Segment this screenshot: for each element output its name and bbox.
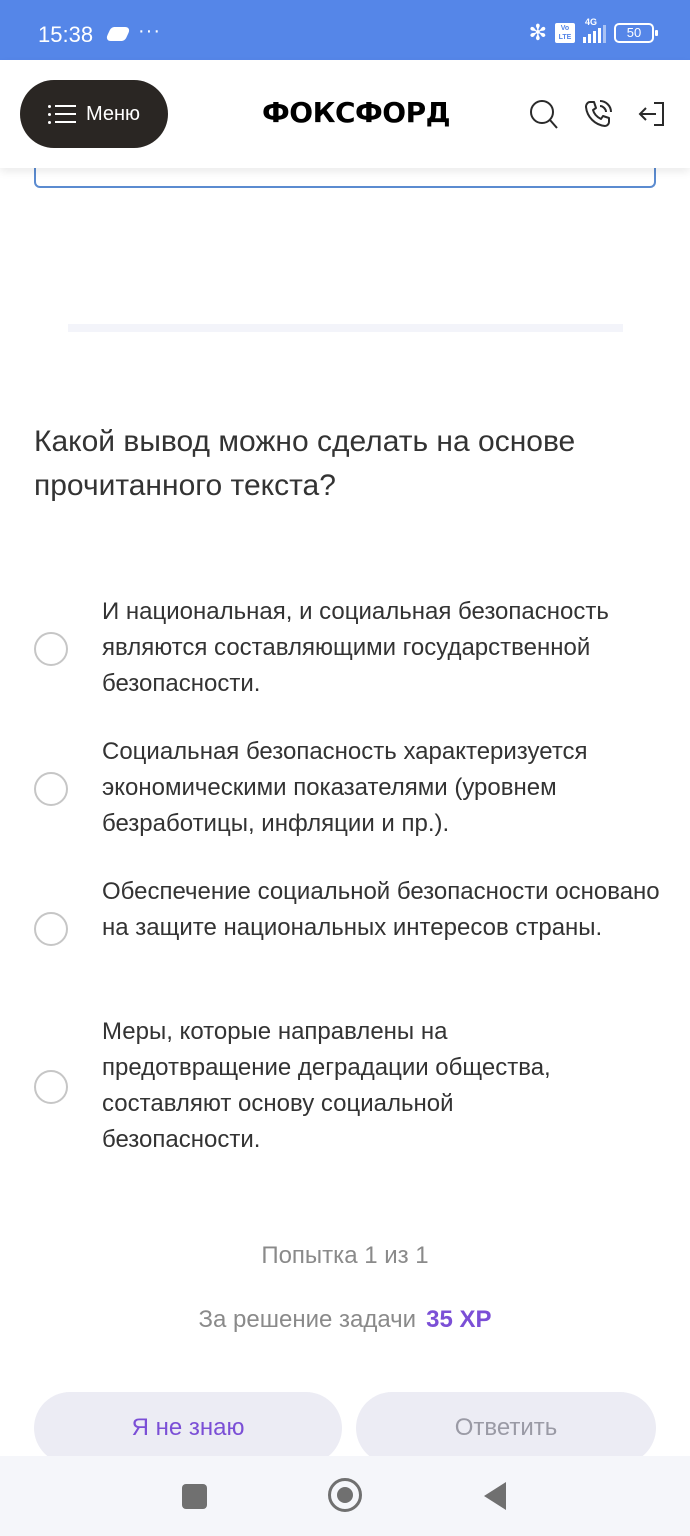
radio-button[interactable] (34, 772, 68, 806)
question-text: Какой вывод можно сделать на основе прочитанного текста? (34, 425, 576, 502)
back-icon[interactable] (484, 1482, 506, 1510)
status-time: 15:38 (38, 22, 94, 47)
reward-label: За решение задачи (198, 1306, 417, 1333)
app-header (0, 60, 690, 168)
reward-info (0, 1306, 690, 1334)
phone-icon[interactable] (582, 98, 614, 130)
radio-button[interactable] (34, 632, 68, 666)
bluetooth-icon: ✻ (528, 20, 547, 45)
radio-button[interactable] (34, 912, 68, 946)
option-label: Социальная безопасность характеризуется экономическими показателями (уровнем безработицы, инфляции и пр.). (102, 738, 588, 837)
answer-option[interactable] (0, 734, 690, 842)
answer-option[interactable] (0, 874, 690, 982)
answer-button[interactable]: Ответить (356, 1392, 656, 1464)
login-icon[interactable] (636, 98, 668, 130)
signal-icon: 4G (583, 23, 606, 43)
logo[interactable]: ФОКСФОРД (262, 96, 451, 129)
menu-label: Меню (86, 102, 141, 125)
section-divider (68, 324, 623, 332)
volte-icon: Vo LTE (555, 23, 575, 43)
xp-value: 35 XP (426, 1306, 492, 1333)
recents-icon[interactable] (182, 1484, 207, 1509)
dont-know-button[interactable]: Я не знаю (34, 1392, 342, 1464)
option-label: Обеспечение социальной безопасности основано на защите национальных интересов страны. (102, 878, 660, 941)
option-label: Меры, которые направлены на предотвращение деградации общества, составляют основу социальной безопасности. (102, 1018, 551, 1153)
menu-button[interactable] (20, 80, 168, 148)
status-icons (528, 17, 654, 46)
notification-icon (105, 27, 132, 41)
more-notifications-icon: ··· (138, 20, 161, 42)
option-label: И национальная, и социальная безопасность являются составляющими государственной безопасности. (102, 598, 609, 697)
system-nav-bar (0, 1456, 690, 1536)
battery-icon: 50 (614, 23, 654, 43)
status-bar (0, 0, 690, 60)
home-icon[interactable] (328, 1478, 362, 1512)
search-icon[interactable] (528, 98, 560, 130)
radio-button[interactable] (34, 1070, 68, 1104)
answer-option[interactable] (0, 1014, 690, 1158)
answer-option[interactable] (0, 594, 690, 702)
menu-icon (48, 104, 76, 124)
attempt-counter: Попытка 1 из 1 (261, 1242, 429, 1269)
